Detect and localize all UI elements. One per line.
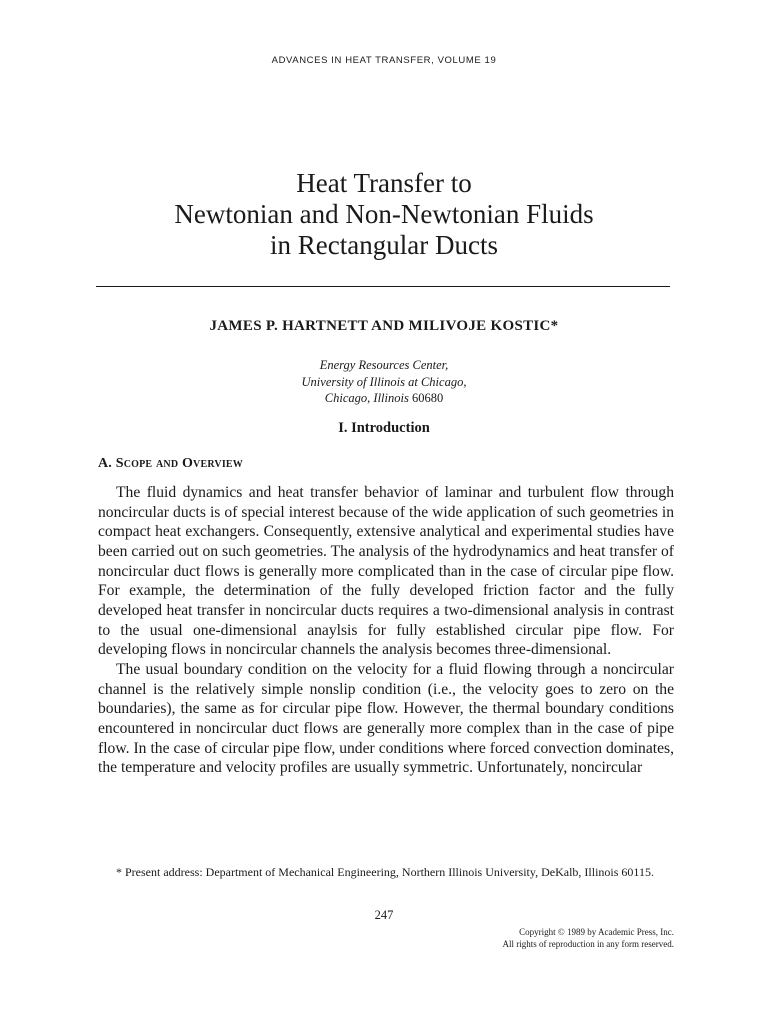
affiliation-line-2: University of Illinois at Chicago,: [301, 374, 467, 389]
affiliation-city: Chicago, Illinois: [324, 391, 409, 405]
paper-title: [0, 168, 768, 261]
title-divider: [96, 286, 670, 287]
copyright-notice: [503, 926, 674, 950]
title-line-2: Newtonian and Non-Newtonian Fluids: [174, 199, 594, 229]
copyright-line-1: Copyright © 1989 by Academic Press, Inc.: [519, 927, 674, 937]
footnote: * Present address: Department of Mechanical Engineering, Northern Illinois University, DeKalb, Illinois 60115.: [116, 865, 654, 879]
paragraph-1: The fluid dynamics and heat transfer behavior of laminar and turbulent flow through noncircular ducts is of special interest because of the wide application of such geometries in compact heat exchangers. Consequently, extensive analytical and experimental studies have been carried out on such geometries. The analysis of the hydrodynamics and heat transfer of noncircular duct flows is generally more complicated than in the case of circular pipe flow. For example, the determination of the fully developed friction factor and the fully developed heat transfer in noncircular ducts requires a two-dimensional analysis in contrast to the usual one-dimensional anaylsis for fully established circular pipe flow. For developing flows in noncircular channels the analysis becomes three-dimensional.: [98, 484, 674, 659]
affiliation-line-1: Energy Resources Center,: [319, 358, 449, 372]
page-number: 247: [374, 908, 394, 922]
section-heading: I. Introduction: [338, 420, 430, 436]
copyright-line-2: All rights of reproduction in any form reserved.: [502, 939, 674, 949]
authors: JAMES P. HARTNETT AND MILIVOJE KOSTIC*: [209, 318, 559, 334]
running-head: ADVANCES IN HEAT TRANSFER, VOLUME 19: [271, 55, 497, 66]
subsection-heading: A. Scope and Overview: [98, 456, 243, 471]
affiliation-zip: 60680: [408, 391, 444, 405]
paragraph-2: The usual boundary condition on the velocity for a fluid flowing through a noncircular channel is the relatively simple nonslip condition (i.e., the velocity goes to zero on the boundaries), the same as for circular pipe flow. However, the thermal boundary conditions encountered in noncircular duct flows are generally more complex than in the case of pipe flow. In the case of circular pipe flow, under conditions where forced convection dominates, the temperature and velocity profiles are usually symmetric. Unfortunately, noncircular: [98, 660, 674, 777]
affiliation-line-3: [0, 390, 768, 407]
title-line-3: in Rectangular Ducts: [270, 230, 498, 260]
title-line-1: Heat Transfer to: [296, 168, 472, 198]
body-text: [98, 483, 674, 778]
affiliation: [0, 357, 768, 407]
